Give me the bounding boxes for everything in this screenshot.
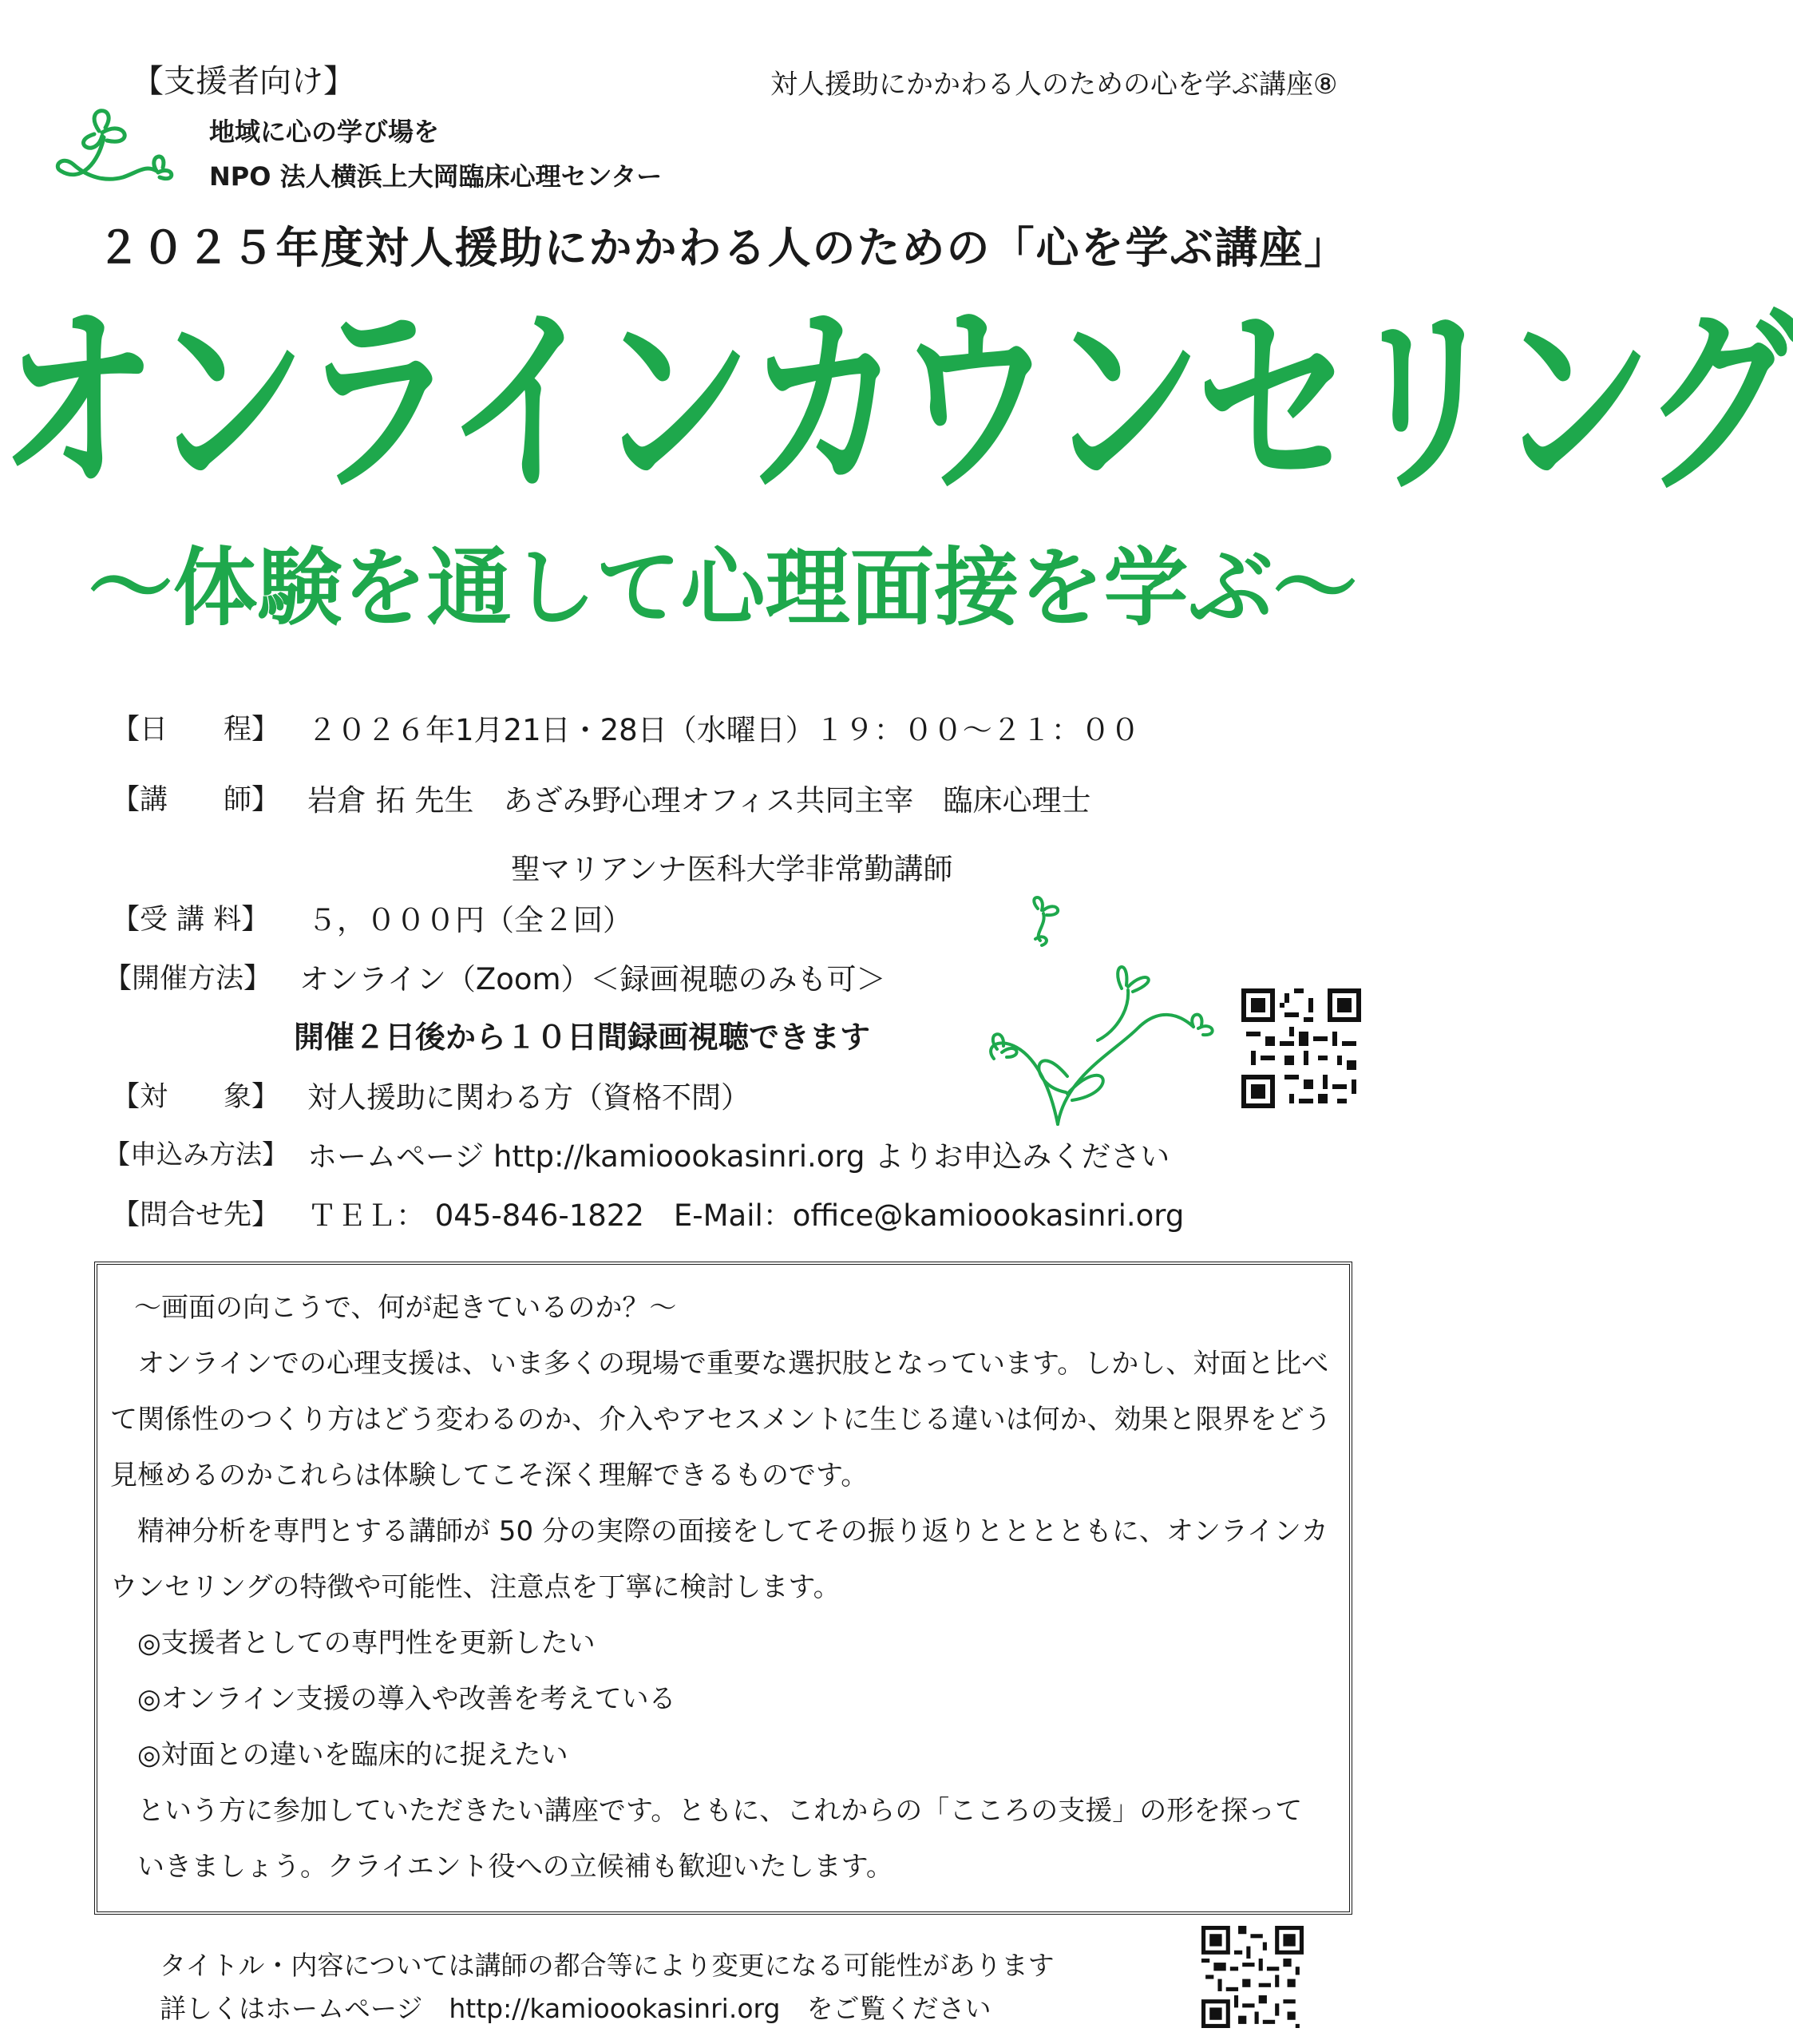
description-line: 見極めるのかこれらは体験してこそ深く理解できるものです。 <box>110 1460 869 1491</box>
apply-label: 【申込み方法】 <box>104 1139 288 1170</box>
qr-code-icon[interactable] <box>1241 988 1361 1108</box>
description-line: ウンセリングの特徴や可能性、注意点を丁寧に検討します。 <box>110 1571 841 1603</box>
lecturer-label: 【講 師】 <box>112 784 280 816</box>
apply-value: ホームページ http://kamioookasinri.org よりお申込みください <box>307 1139 1170 1174</box>
page-subtitle: ～体験を通して心理面接を学ぶ～ <box>88 539 1358 637</box>
target-value: 対人援助に関わる方（資格不問） <box>307 1080 750 1115</box>
org-name: NPO 法人横浜上大岡臨床心理センター <box>209 161 663 192</box>
lecturer-affiliation: 聖マリアンナ医科大学非常勤講師 <box>511 852 953 886</box>
description-bullet: ◎対面との違いを臨床的に捉えたい <box>110 1739 568 1771</box>
description-line: て関係性のつくり方はどう変わるのか、介入やアセスメントに生じる違いは何か、効果と限界をどう <box>110 1404 1332 1436</box>
qr-code-footer-icon[interactable] <box>1201 1926 1304 2028</box>
target-label: 【対 象】 <box>112 1081 280 1113</box>
footer-notice: タイトル・内容については講師の都合等により変更になる可能性があります <box>160 1950 1055 1981</box>
fee-value: ５，０００円（全２回） <box>307 903 632 937</box>
page-title: オンラインカウンセリング <box>0 287 1793 521</box>
description-line: いきましょう。クライエント役への立候補も歓迎いたします。 <box>110 1851 893 1883</box>
sprout-decoration-icon <box>978 893 1249 1132</box>
footer-homepage[interactable]: 詳しくはホームページ http://kamioookasinri.org をご覧ください <box>160 1993 991 2024</box>
description-bullet: ◎支援者としての専門性を更新したい <box>110 1627 596 1659</box>
org-slogan: 地域に心の学び場を <box>209 117 440 147</box>
description-bullet: ◎オンライン支援の導入や改善を考えている <box>110 1683 676 1715</box>
description-line: オンラインでの心理支援は、いま多くの現場で重要な選択肢となっています。しかし、対面と比べ <box>110 1348 1329 1380</box>
method-label: 【開催方法】 <box>104 963 272 995</box>
fee-label: 【受 講 料】 <box>112 904 270 936</box>
schedule-value: ２０２６年1月21日・28日（水曜日）１９：００～２１：００ <box>307 713 1140 747</box>
description-line: 精神分析を専門とする講師が 50 分の実際の面接をしてその振り返りとととともに、オンラインカ <box>110 1515 1328 1547</box>
clover-logo-icon <box>49 97 177 192</box>
audience-label: 【支援者向け】 <box>132 63 355 100</box>
method-value: オンライン（Zoom）＜録画視聴のみも可＞ <box>299 962 886 996</box>
description-heading: ～画面の向こうで、何が起きているのか？～ <box>134 1292 677 1324</box>
method-note: 開催２日後から１０日間録画視聴できます <box>294 1020 871 1055</box>
contact-label: 【問合せ先】 <box>112 1199 280 1231</box>
series-label: 対人援助にかかわる人のための心を学ぶ講座⑧ <box>770 69 1338 101</box>
description-line: という方に参加していただきたい講座です。ともに、これからの「こころの支援」の形を探って <box>110 1795 1303 1827</box>
program-title: ２０２５年度対人援助にかかわる人のための「心を学ぶ講座」 <box>97 223 1349 273</box>
schedule-label: 【日 程】 <box>112 714 280 746</box>
contact-value: ＴＥＬ： 045-846-1822 E-Mail：office@kamioookasinri.org <box>307 1198 1185 1233</box>
lecturer-value: 岩倉 拓 先生 あざみ野心理オフィス共同主宰 臨床心理士 <box>307 783 1091 818</box>
